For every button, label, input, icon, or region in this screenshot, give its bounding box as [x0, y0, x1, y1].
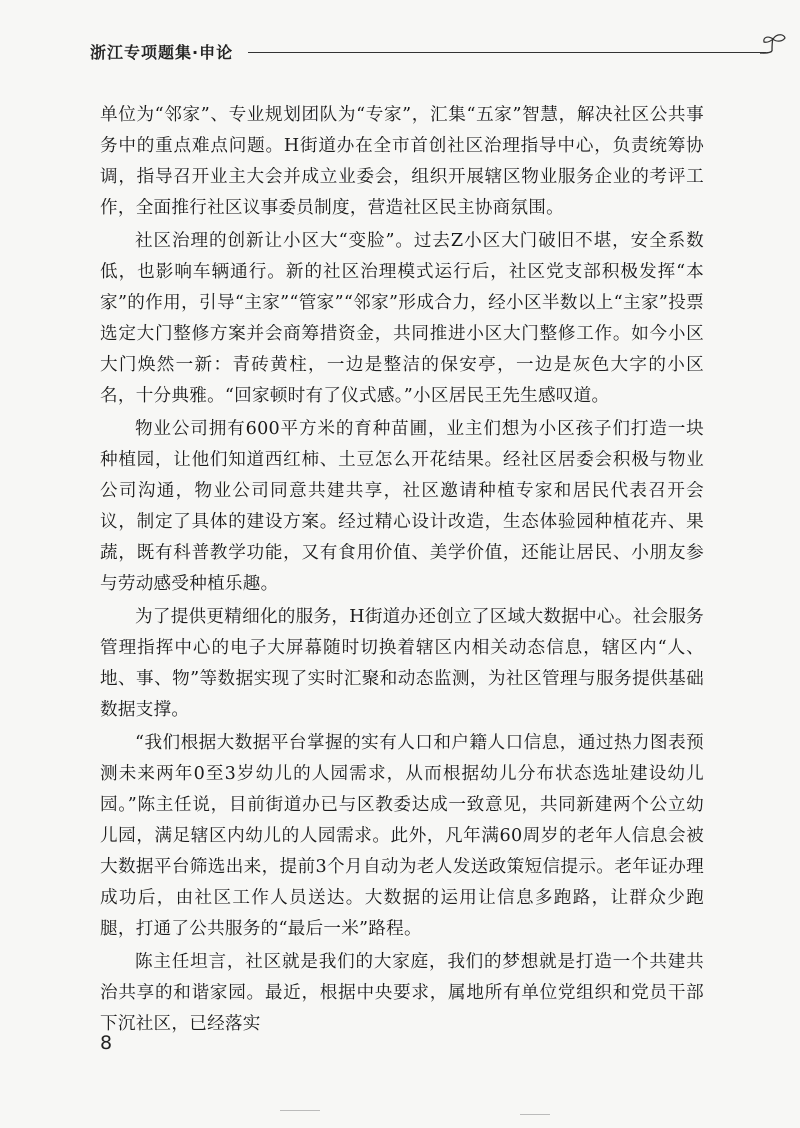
- scan-speck: [280, 1110, 320, 1111]
- article-body: [100, 100, 704, 1042]
- sprout-icon: [758, 32, 790, 62]
- paragraph: “我们根据大数据平台掌握的实有人口和户籍人口信息，通过热力图表预测未来两年0至3岁幼儿的人园需求，从而根据幼儿分布状态选址建设幼儿园。”陈主任说，目前街道办已与区教委达成一致意见，共同新建两个公立幼儿园，满足辖区内幼儿的人园需求。此外，凡年满60周岁的老年人信息会被大数据平台筛选出来，提前3个月自动为老人发送政策短信提示。老年证办理成功后，由社区工作人员送达。大数据的运用让信息多跑路，让群众少跑腿，打通了公共服务的“最后一米”路程。: [100, 733, 704, 939]
- paragraph: 单位为“邻家”、专业规划团队为“专家”，汇集“五家”智慧，解决社区公共事务中的重点难点问题。H街道办在全市首创社区治理指导中心，负责统筹协调，指导召开业主大会并成立业委会，组织开展辖区物业服务企业的考评工作，全面推行社区议事委员制度，营造社区民主协商氛围。: [100, 105, 704, 218]
- paragraph: 物业公司拥有600平方米的育种苗圃，业主们想为小区孩子们打造一块种植园，让他们知道西红柿、土豆怎么开花结果。经社区居委会积极与物业公司沟通，物业公司同意共建共享，社区邀请种植专家和居民代表召开会议，制定了具体的建设方案。经过精心设计改造，生态体验园种植花卉、果蔬，既有科普教学功能，又有食用价值、美学价值，还能让居民、小朋友参与劳动感受种植乐趣。: [100, 419, 704, 594]
- page-number: 8: [100, 1032, 113, 1054]
- header-rule: [248, 52, 766, 53]
- book-title: 浙江专项题集·申论: [90, 43, 234, 62]
- paragraph: 陈主任坦言，社区就是我们的大家庭，我们的梦想就是打造一个共建共治共享的和谐家园。最近，根据中央要求，属地所有单位党组织和党员干部下沉社区，已经落实: [100, 952, 704, 1034]
- paragraph: 社区治理的创新让小区大“变脸”。过去Z小区大门破旧不堪，安全系数低，也影响车辆通行。新的社区治理模式运行后，社区党支部积极发挥“本家”的作用，引导“主家”“管家”“邻家”形成合力，经小区半数以上“主家”投票选定大门整修方案并会商筹措资金，共同推进小区大门整修工作。如今小区大门焕然一新：青砖黄柱，一边是整洁的保安亭，一边是灰色大字的小区名，十分典雅。“回家顿时有了仪式感。”小区居民王先生感叹道。: [100, 231, 705, 406]
- page-header: [88, 30, 718, 64]
- scan-speck: [520, 1114, 550, 1115]
- paragraph: 为了提供更精细化的服务，H街道办还创立了区域大数据中心。社会服务管理指挥中心的电子大屏幕随时切换着辖区内相关动态信息，辖区内“人、地、事、物”等数据实现了实时汇聚和动态监测，为社区管理与服务提供基础数据支撑。: [100, 607, 704, 720]
